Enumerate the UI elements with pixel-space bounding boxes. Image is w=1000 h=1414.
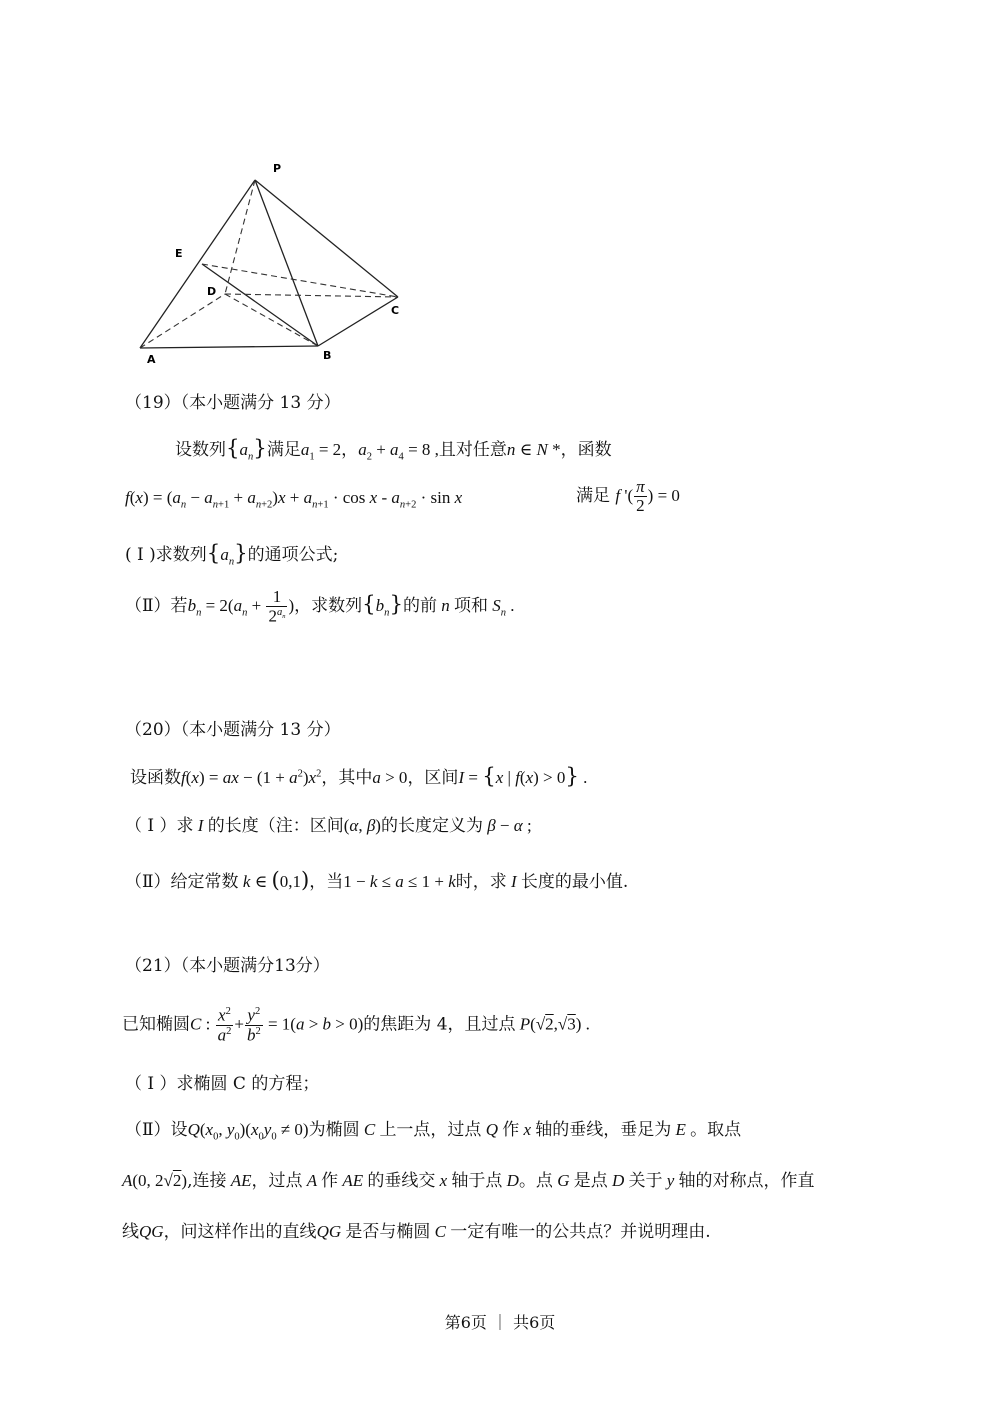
q19-function: $f(x) = (a_n - a_{n+1} + a_{n+2})x + a_{n+1} \cdot \cos x - a_{n+2} \cdot \sin x$	[125, 488, 463, 511]
q21-part2-line3: 线QG，问这样作出的直线QG 是否与椭圆 C 一定有唯一的公共点？并说明理由.	[122, 1222, 711, 1242]
vertex-P: P	[273, 162, 282, 175]
pyramid-figure	[125, 150, 425, 375]
q21-header: （21）（本小题满分13分）	[125, 956, 330, 976]
q19-condition: 满足 f '( $\frac{\pi}{2}$ ) = 0	[576, 477, 680, 515]
vertex-C: C	[391, 304, 400, 317]
edge-AD	[140, 294, 225, 348]
q19-intro: 设数列$\{a_n\}$满足$a_1 = 2$，$a_2 + a_4 = 8$ ,且对任意n ∈ N *，函数	[175, 436, 612, 463]
edge-PC	[255, 180, 398, 297]
vertex-B: B	[323, 349, 332, 362]
q21-part2-line1: （Ⅱ）设$Q(x_0$, $y_0)(x_0y_0 \ne 0)$为椭圆 C 上一点，过点 Q 作 x 轴的垂线，垂足为 E 。取点	[125, 1120, 742, 1143]
page-footer: 第6页 ｜ 共6页	[444, 1313, 556, 1332]
q21-part2-line2: A(0, 2√2),连接 AE，过点 A 作 AE 的垂线交 x 轴于点 D。点 G 是点 D 关于 y 轴的对称点，作直	[122, 1171, 815, 1191]
vertex-D: D	[207, 285, 217, 298]
edge-PB	[255, 180, 318, 346]
edge-PD	[225, 180, 255, 294]
edge-DB	[225, 294, 318, 346]
edge-PA	[140, 180, 255, 348]
vertex-A: A	[147, 353, 156, 366]
vertex-E: E	[175, 247, 183, 260]
edge-EB	[202, 264, 318, 346]
edge-BC	[318, 297, 398, 346]
edge-AB	[140, 346, 318, 348]
q19-header: （19）（本小题满分 13 分）	[125, 393, 341, 413]
q20-part1: （ Ⅰ ）求 I 的长度（注：区间(α, β)的长度定义为 β − α ;	[125, 816, 532, 836]
q20-intro: 设函数f(x) = ax − $(1 + a^2)x^2$，其中a > 0，区间I = {x | f(x) > 0} .	[130, 764, 588, 789]
q21-intro: 已知椭圆C : $\frac{x^2}{a^2}$ + $\frac{y^2}{b^2}$ = 1(a > b > 0)的焦距为 4，且过点 P(√2,√3) .	[122, 1005, 590, 1045]
q19-part1: ( Ⅰ )求数列$\{a_n\}$的通项公式;	[125, 541, 339, 568]
q20-header: （20）（本小题满分 13 分）	[125, 720, 341, 740]
edge-DC	[225, 294, 398, 297]
q20-part2: （Ⅱ）给定常数 k ∈ (0,1)，当1 − k ≤ a ≤ 1 + k时，求 I 长度的最小值.	[125, 868, 629, 893]
q19-part2: （Ⅱ）若$b_n = 2(a_n$ + $\frac{1}{2^{a_n}}$ )，求数列$\{b_n\}$的前 n 项和 $S_n$ .	[125, 587, 515, 626]
q21-part1: （ Ⅰ ）求椭圆 C 的方程；	[125, 1074, 320, 1094]
